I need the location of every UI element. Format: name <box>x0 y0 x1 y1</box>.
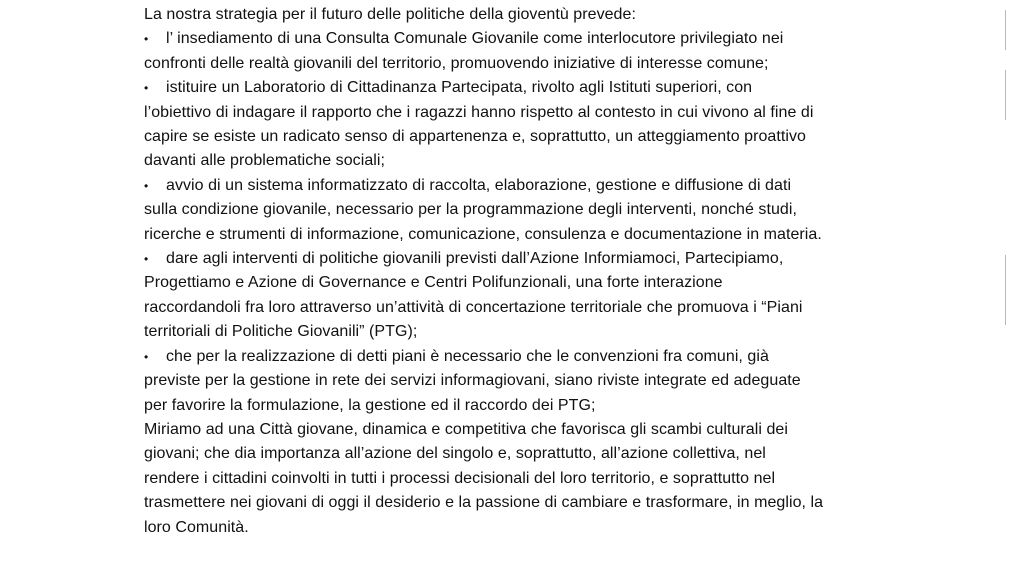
document-text <box>144 3 904 540</box>
line-text: che per la realizzazione di detti piani è necessario che le convenzioni fra comuni, già <box>166 347 769 365</box>
text-line <box>144 198 904 222</box>
line-text: previste per la gestione in rete dei servizi informagiovani, siano riviste integrate ed adeguate <box>144 372 801 390</box>
text-line <box>144 369 904 393</box>
line-text: dare agli interventi di politiche giovanili previsti dall’Azione Informiamoci, Partecipiamo, <box>166 250 784 268</box>
bullet-item <box>144 27 904 51</box>
line-text: territoriali di Politiche Giovanili” (PTG); <box>144 323 418 341</box>
line-text: Progettiamo e Azione di Governance e Centri Polifunzionali, una forte interazione <box>144 274 723 292</box>
line-text: Miriamo ad una Città giovane, dinamica e competitiva che favorisca gli scambi culturali dei <box>144 420 788 438</box>
bullet-item <box>144 76 904 100</box>
text-line <box>144 149 904 173</box>
line-text: rendere i cittadini coinvolti in tutti i processi decisionali del loro territorio, e soprattutto nel <box>144 469 776 487</box>
line-text: l’ insediamento di una Consulta Comunale Giovanile come interlocutore privilegiato nei <box>166 30 784 48</box>
line-text: trasmettere nei giovani di oggi il desiderio e la passione di cambiare e trasformare, in meglio, la <box>144 494 824 512</box>
text-line <box>144 320 904 344</box>
text-line <box>144 271 904 295</box>
scan-artifact-mark <box>1005 255 1006 325</box>
scan-artifact-mark <box>1005 70 1006 120</box>
line-text: loro Comunità. <box>144 518 249 536</box>
text-line <box>144 101 904 125</box>
line-text: per favorire la formulazione, la gestione ed il raccordo dei PTG; <box>144 396 596 414</box>
line-text: La nostra strategia per il futuro delle politiche della gioventù prevede: <box>144 6 636 23</box>
text-line <box>144 467 904 491</box>
line-text: ricerche e strumenti di informazione, comunicazione, consulenza e documentazione in materia. <box>144 225 822 243</box>
line-text: giovani; che dia importanza all’azione del singolo e, soprattutto, all’azione collettiva, nel <box>144 445 766 463</box>
bullet-item <box>144 345 904 369</box>
line-text: avvio di un sistema informatizzato di raccolta, elaborazione, gestione e diffusione di dati <box>166 176 792 194</box>
line-text: confronti delle realtà giovanili del territorio, promuovendo iniziative di interesse comune; <box>144 54 769 72</box>
bullet-item <box>144 247 904 271</box>
text-line <box>144 491 904 515</box>
bullet-icon: • <box>144 252 149 267</box>
text-line <box>144 125 904 149</box>
line-text: capire se esiste un radicato senso di appartenenza e, soprattutto, un atteggiamento proattivo <box>144 128 806 146</box>
bullet-icon: • <box>144 32 149 47</box>
bullet-icon: • <box>144 81 149 96</box>
line-text: istituire un Laboratorio di Cittadinanza Partecipata, rivolto agli Istituti superiori, con <box>166 79 753 97</box>
text-line <box>144 442 904 466</box>
scan-artifact-mark <box>1005 10 1006 50</box>
text-line <box>144 296 904 320</box>
bullet-item <box>144 174 904 198</box>
line-text: l’obiettivo di indagare il rapporto che i ragazzi hanno rispetto al contesto in cui vivono al fine di <box>144 103 814 121</box>
bullet-icon: • <box>144 178 149 193</box>
line-text: sulla condizione giovanile, necessario per la programmazione degli interventi, nonché studi, <box>144 201 797 219</box>
line-text: davanti alle problematiche sociali; <box>144 152 385 170</box>
text-line <box>144 3 904 27</box>
bullet-icon: • <box>144 349 149 364</box>
text-line <box>144 223 904 247</box>
text-line <box>144 516 904 540</box>
text-line <box>144 418 904 442</box>
text-line <box>144 394 904 418</box>
text-line <box>144 52 904 76</box>
line-text: raccordandoli fra loro attraverso un’attività di concertazione territoriale che promuova i “Piani <box>144 298 803 316</box>
